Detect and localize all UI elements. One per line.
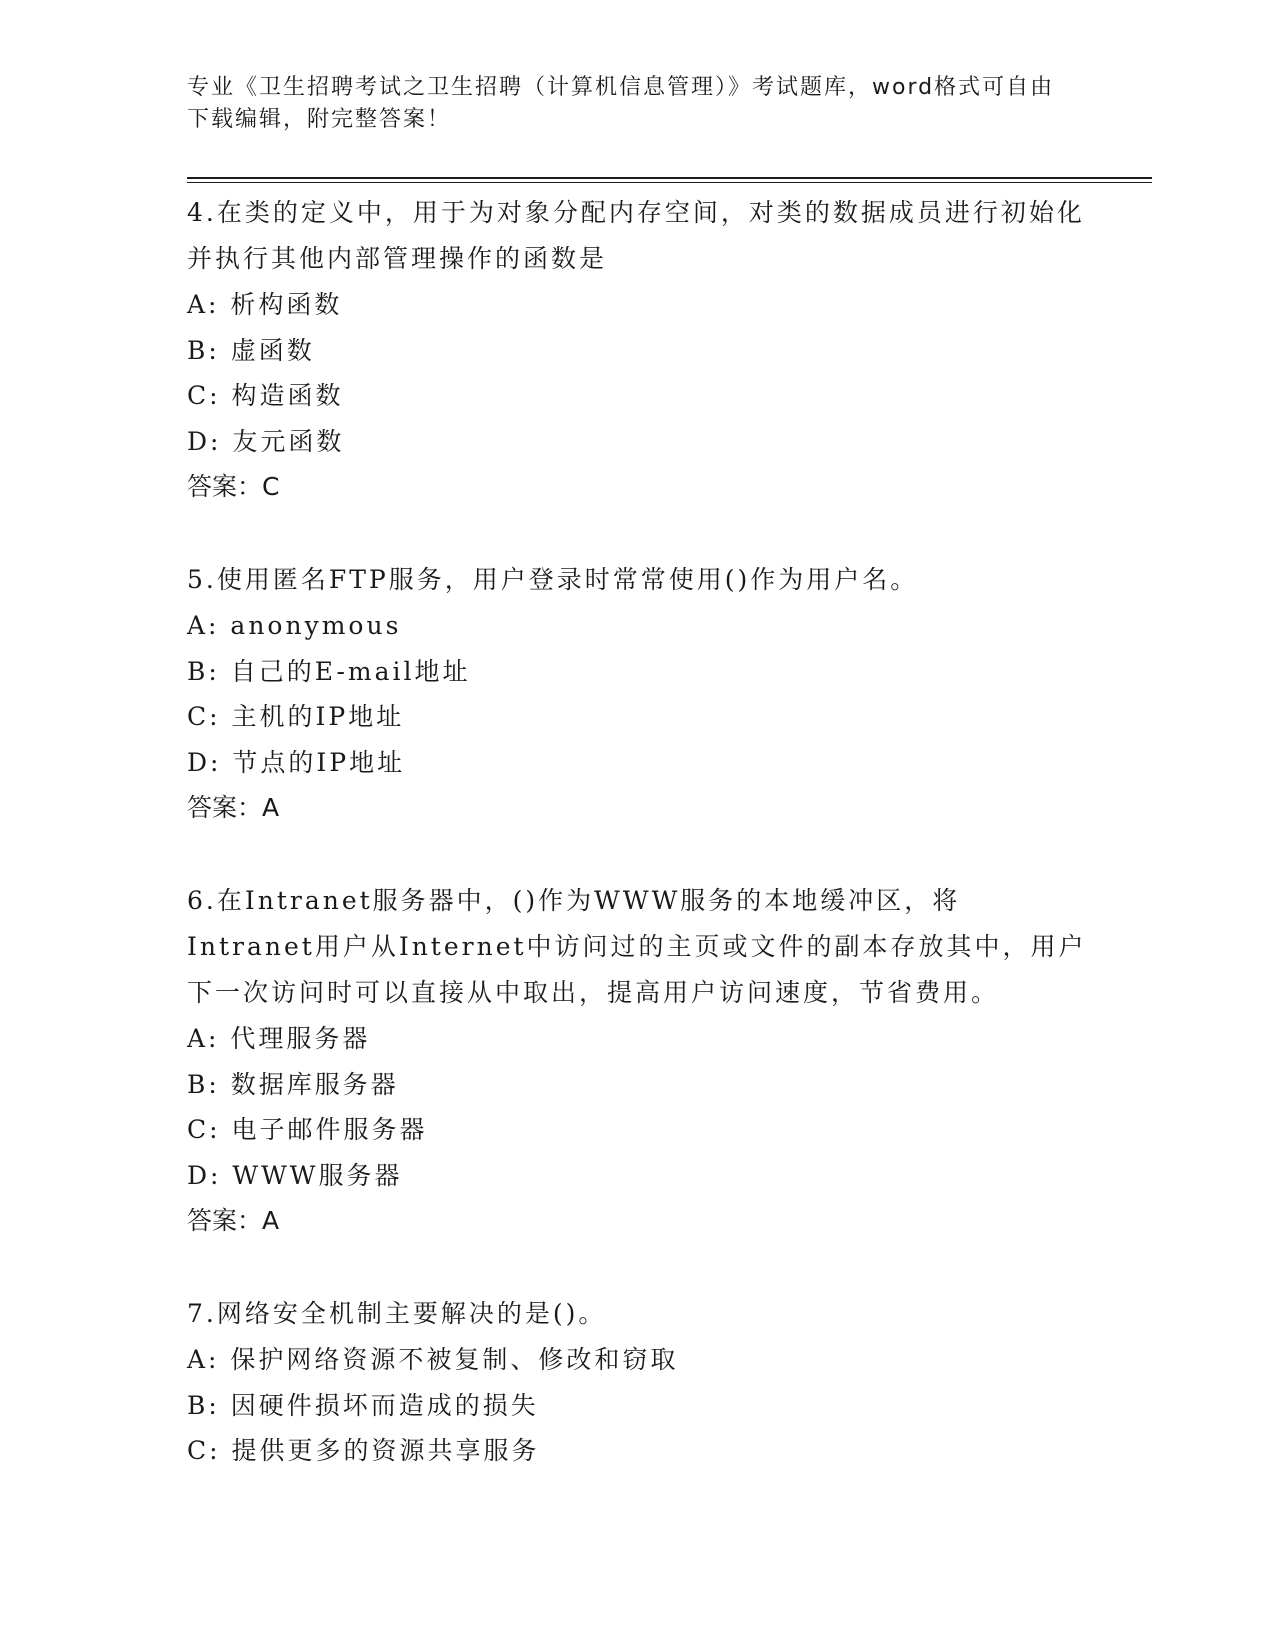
option-d: D: 友元函数 xyxy=(187,426,345,456)
option-b: B: 数据库服务器 xyxy=(187,1069,399,1099)
option-d: D: 节点的IP地址 xyxy=(187,747,406,777)
question-text: 5.使用匿名FTP服务，用户登录时常常使用()作为用户名。 xyxy=(187,565,919,594)
option-b: B: 虚函数 xyxy=(187,335,315,365)
option-c: C: 主机的IP地址 xyxy=(187,702,405,731)
question-5 xyxy=(187,557,1087,831)
header-rule-thin xyxy=(187,182,1152,183)
answer: 答案：A xyxy=(187,1206,280,1235)
question-text: 4.在类的定义中，用于为对象分配内存空间，对类的数据成员进行初始化并执行其他内部管理操作的函数是 xyxy=(187,198,1085,273)
document-header: 专业《卫生招聘考试之卫生招聘（计算机信息管理）》考试题库，word格式可自由下载编辑，附完整答案！ xyxy=(187,75,1055,132)
option-a: A: 析构函数 xyxy=(187,290,343,319)
question-4 xyxy=(187,190,1087,510)
option-d: D: WWW服务器 xyxy=(187,1160,403,1190)
header-rule-thick xyxy=(187,177,1152,179)
option-c: C: 提供更多的资源共享服务 xyxy=(187,1436,540,1465)
option-a: A: 保护网络资源不被复制、修改和窃取 xyxy=(187,1345,679,1374)
option-a: A: anonymous xyxy=(187,611,402,640)
question-7 xyxy=(187,1291,1087,1474)
answer: 答案：A xyxy=(187,793,280,822)
option-c: C: 电子邮件服务器 xyxy=(187,1115,428,1144)
option-a: A: 代理服务器 xyxy=(187,1024,371,1053)
option-c: C: 构造函数 xyxy=(187,381,344,410)
question-6 xyxy=(187,878,1087,1244)
option-b: B: 自己的E-mail地址 xyxy=(187,656,471,686)
question-text: 6.在Intranet服务器中，()作为WWW服务的本地缓冲区，将Intranet用户从Internet中访问过的主页或文件的副本存放其中，用户下一次访问时可以直接从中取出，提高用户访问速度，节省费用。 xyxy=(187,886,1087,1007)
question-text: 7.网络安全机制主要解决的是()。 xyxy=(187,1299,607,1328)
answer: 答案：C xyxy=(187,472,280,501)
question-list xyxy=(187,190,1087,1521)
option-b: B: 因硬件损坏而造成的损失 xyxy=(187,1390,539,1420)
